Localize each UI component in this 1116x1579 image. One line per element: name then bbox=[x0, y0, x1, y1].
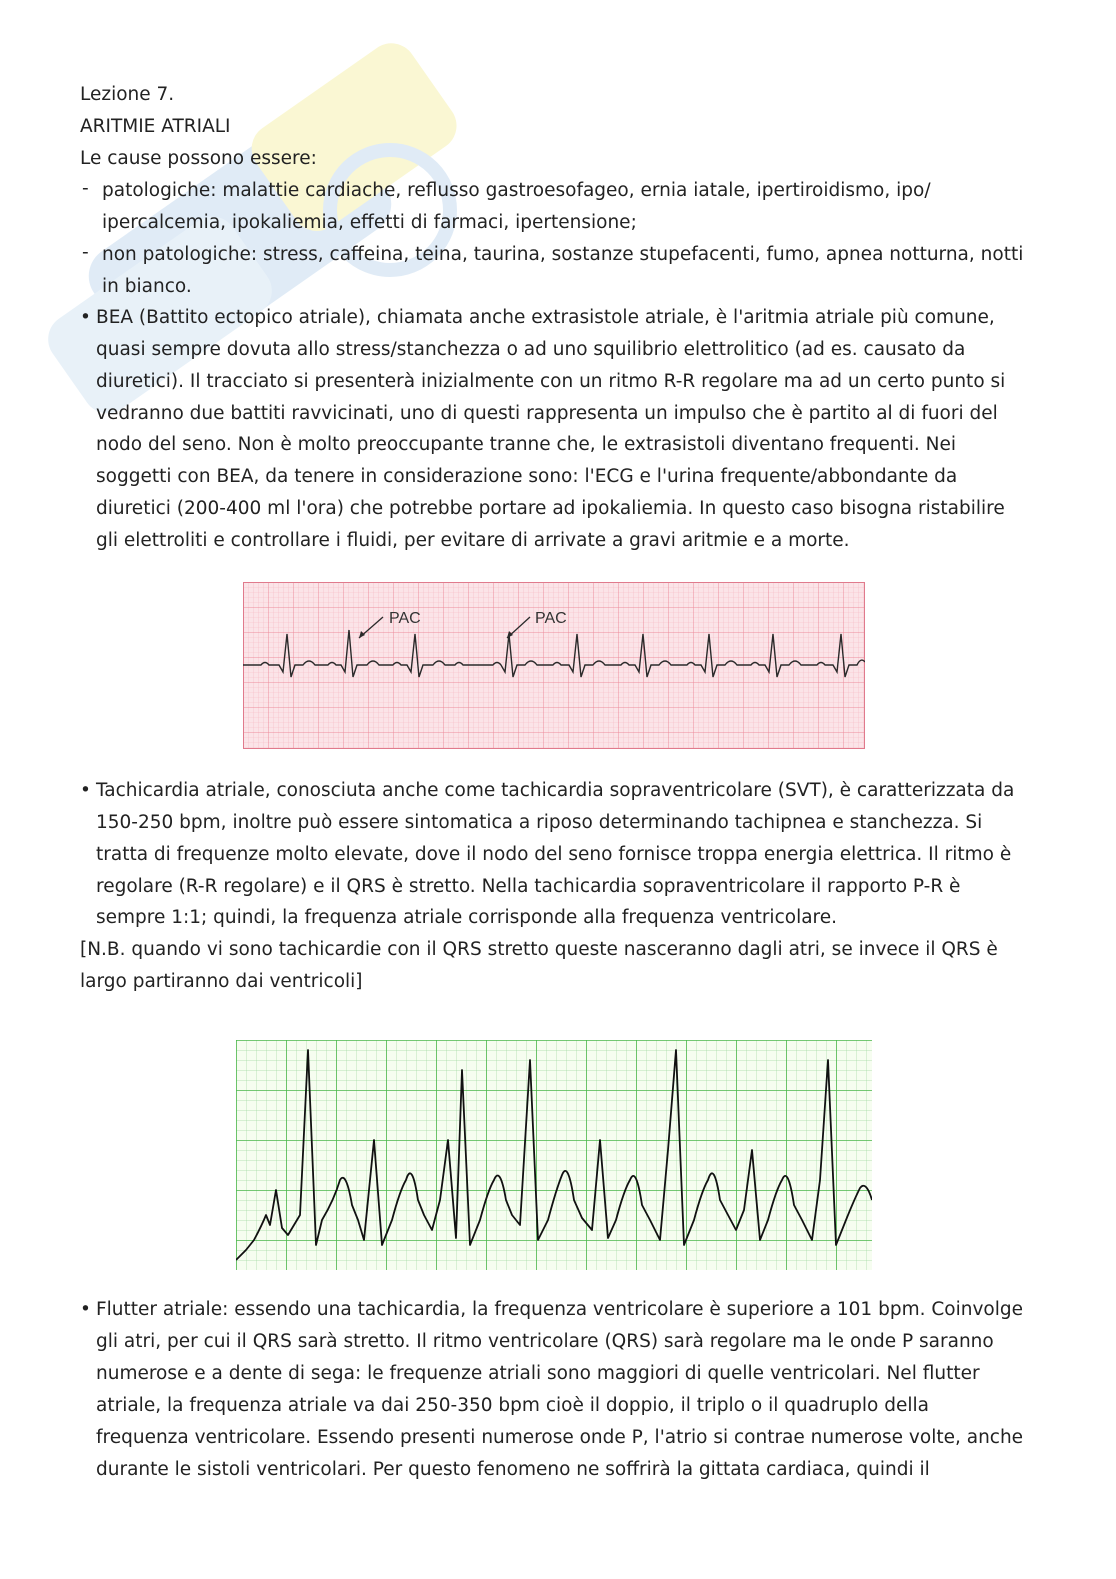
section-title: ARITMIE ATRIALI bbox=[80, 116, 231, 137]
note-line: largo partiranno dai ventricoli] bbox=[80, 971, 363, 992]
bullet-marker: • bbox=[80, 780, 91, 801]
lesson-title: Lezione 7. bbox=[80, 84, 175, 105]
paragraph-line: quasi sempre dovuta allo stress/stanchezza o ad uno squilibrio elettrolitico (ad es. causato da bbox=[96, 339, 966, 360]
bullet-marker: • bbox=[80, 1299, 91, 1320]
paragraph-line: regolare (R-R regolare) e il QRS è stretto. Nella tachicardia sopraventricolare il rapporto P-R è bbox=[96, 876, 961, 897]
paragraph-line: Flutter atriale: essendo una tachicardia, la frequenza ventricolare è superiore a 101 bpm. Coinvolge bbox=[96, 1299, 1023, 1320]
list-item-text: non patologiche: stress, caffeina, teina, taurina, sostanze stupefacenti, fumo, apnea notturna, notti bbox=[102, 244, 1024, 265]
paragraph-line: Tachicardia atriale, conosciuta anche come tachicardia sopraventricolare (SVT), è caratterizzata da bbox=[96, 780, 1015, 801]
ecg-strip-svt bbox=[236, 1040, 872, 1270]
paragraph-line: sempre 1:1; quindi, la frequenza atriale corrisponde alla frequenza ventricolare. bbox=[96, 907, 838, 928]
list-item-text: patologiche: malattie cardiache, reflusso gastroesofageo, ernia iatale, ipertiroidismo, ipo/ bbox=[102, 180, 931, 201]
paragraph-line: diuretici (200-400 ml l'ora) che potrebbe portare ad ipokaliemia. In questo caso bisogna ristabilire bbox=[96, 498, 1005, 519]
paragraph-line: nodo del seno. Non è molto preoccupante tranne che, le extrasistoli diventano frequenti. Nei bbox=[96, 434, 956, 455]
list-marker: - bbox=[82, 242, 89, 263]
paragraph-line: numerose e a dente di sega: le frequenze atriali sono maggiori di quelle ventricolari. Nel flutter bbox=[96, 1363, 980, 1384]
paragraph-line: gli elettroliti e controllare i fluidi, per evitare di arrivate a gravi aritmie e a morte. bbox=[96, 530, 850, 551]
pac-label: PAC bbox=[389, 610, 421, 627]
paragraph-line: vedranno due battiti ravvicinati, uno di questi rappresenta un impulso che è partito al di fuori del bbox=[96, 403, 998, 424]
paragraph-line: frequenza ventricolare. Essendo presenti numerose onde P, l'atrio si contrae numerose volte, anche bbox=[96, 1427, 1024, 1448]
paragraph-line: BEA (Battito ectopico atriale), chiamata anche extrasistole atriale, è l'aritmia atriale più comune, bbox=[96, 307, 995, 328]
list-marker: - bbox=[82, 178, 89, 199]
paragraph-line: gli atri, per cui il QRS sarà stretto. Il ritmo ventricolare (QRS) sarà regolare ma le onde P saranno bbox=[96, 1331, 994, 1352]
paragraph-line: atriale, la frequenza atriale va dai 250-350 bpm cioè il doppio, il triplo o il quadruplo della bbox=[96, 1395, 929, 1416]
list-item-text: in bianco. bbox=[102, 276, 192, 297]
paragraph-line: soggetti con BEA, da tenere in considerazione sono: l'ECG e l'urina frequente/abbondante da bbox=[96, 466, 958, 487]
paragraph-line: 150-250 bpm, inoltre può essere sintomatica a riposo determinando tachipnea e stanchezza. Si bbox=[96, 812, 983, 833]
paragraph-line: durante le sistoli ventricolari. Per questo fenomeno ne soffrirà la gittata cardiaca, quindi il bbox=[96, 1459, 930, 1480]
list-item-text: ipercalcemia, ipokaliemia, effetti di farmaci, ipertensione; bbox=[102, 212, 637, 233]
ecg-strip-pac bbox=[243, 582, 865, 749]
paragraph-line: diuretici). Il tracciato si presenterà inizialmente con un ritmo R-R regolare ma ad un certo punto si bbox=[96, 371, 1006, 392]
paragraph-line: tratta di frequenze molto elevate, dove il nodo del seno fornisce troppa energia elettrica. Il ritmo è bbox=[96, 844, 1012, 865]
note-line: [N.B. quando vi sono tachicardie con il QRS stretto queste nasceranno dagli atri, se invece il QRS è bbox=[80, 939, 998, 960]
causes-intro: Le cause possono essere: bbox=[80, 148, 317, 169]
pac-label: PAC bbox=[535, 610, 567, 627]
bullet-marker: • bbox=[80, 307, 91, 328]
